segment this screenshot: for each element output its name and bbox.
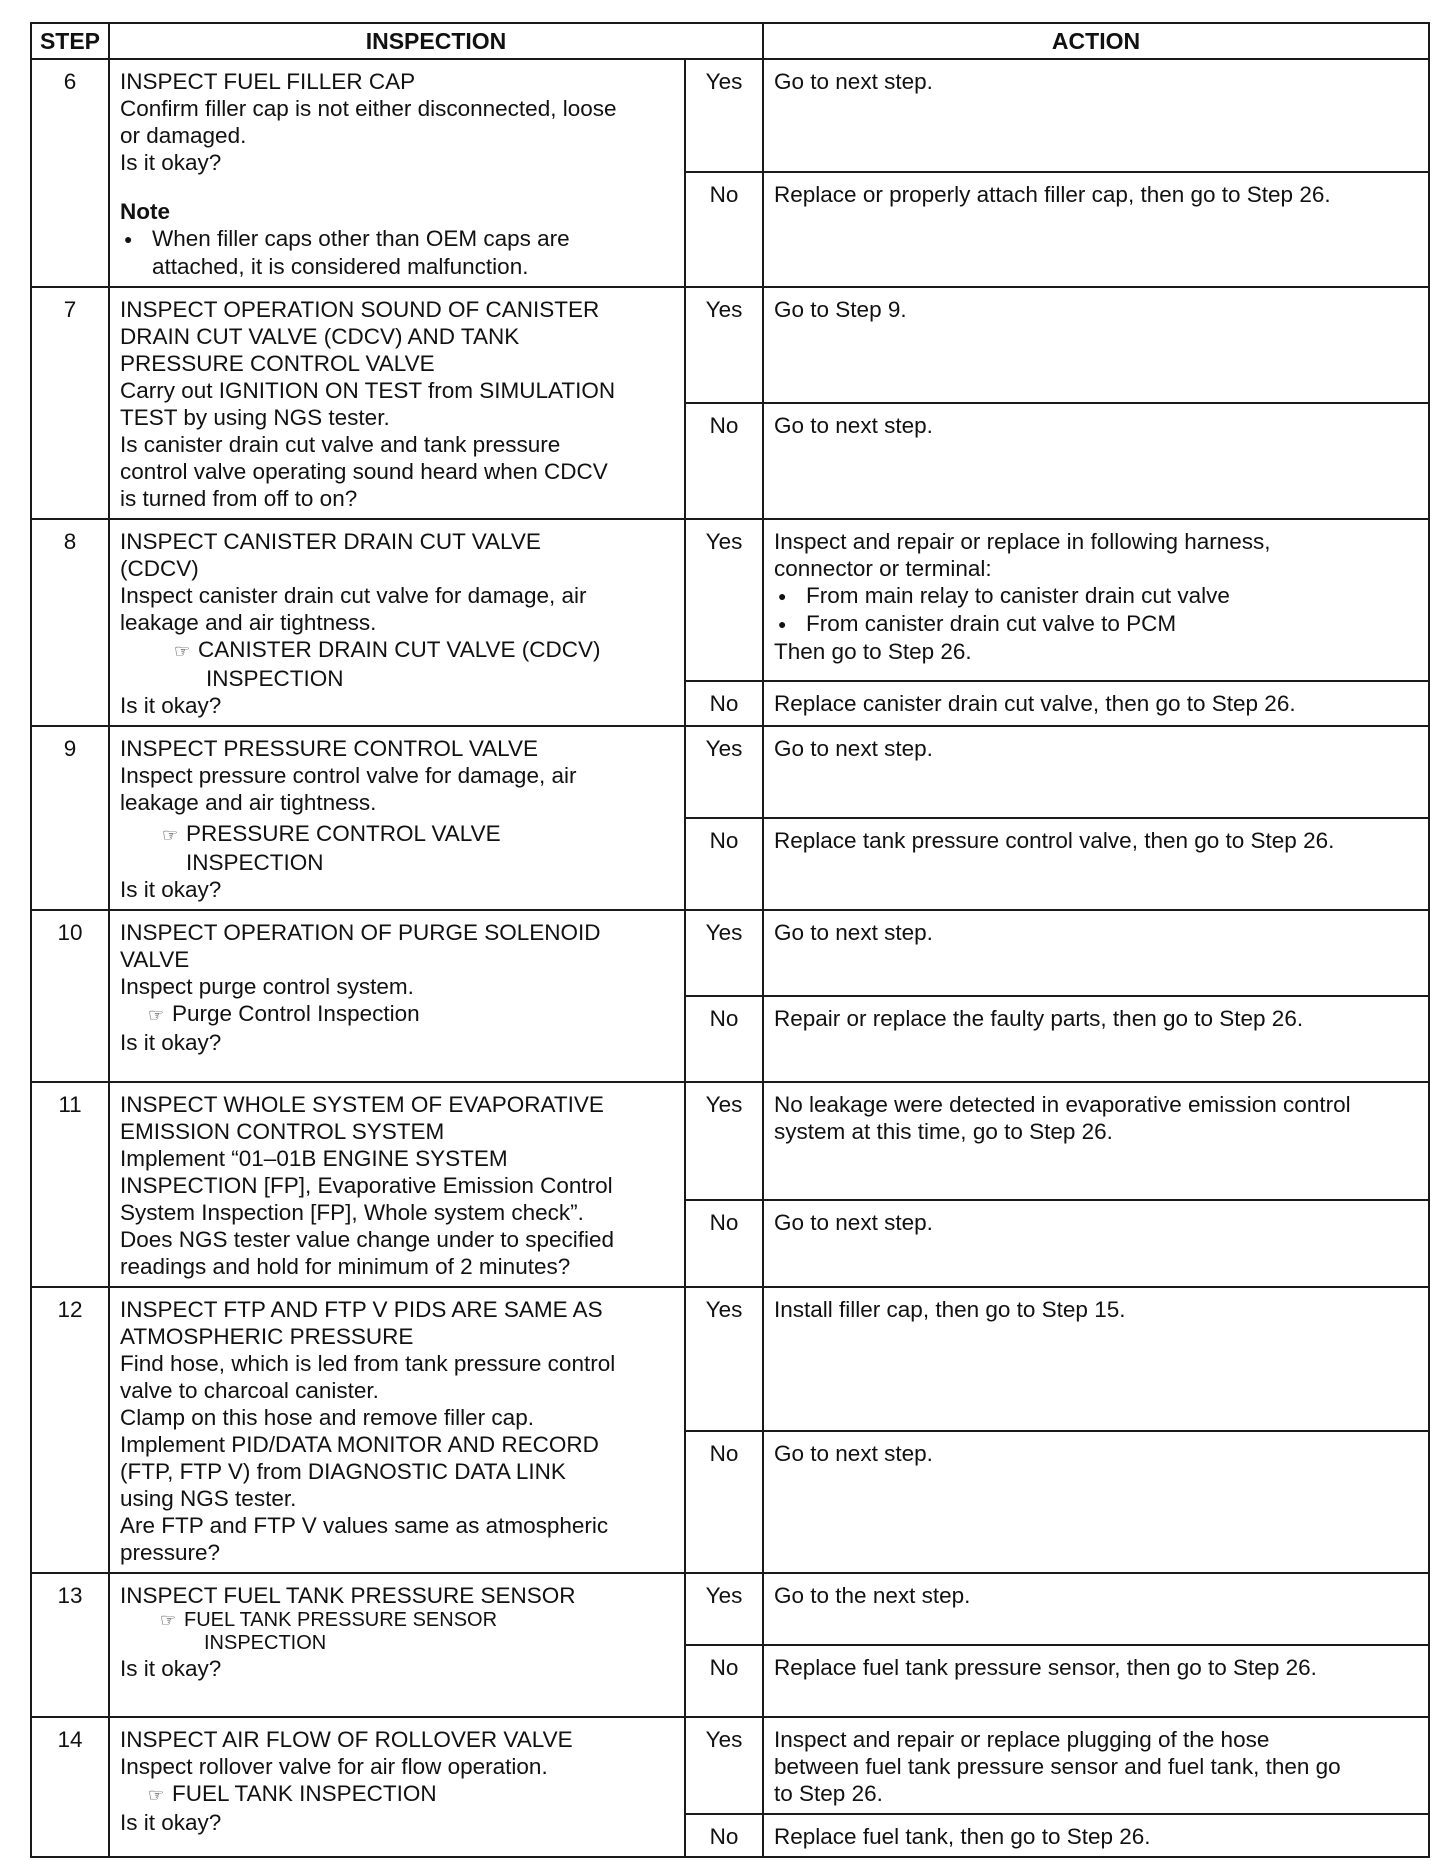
inspection-cell <box>109 59 685 287</box>
inspection-line: control valve operating sound heard when CDCV <box>120 459 608 484</box>
yes-action <box>763 1717 1429 1814</box>
step-14-yes-row <box>31 1717 1429 1814</box>
step-number: 6 <box>31 59 109 287</box>
inspection-line: Does NGS tester value change under to specified <box>120 1227 615 1252</box>
note-line: When filler caps other than OEM caps are <box>152 226 570 251</box>
step-6-yes-row <box>31 59 1429 172</box>
inspection-title: INSPECT CANISTER DRAIN CUT VALVE <box>120 529 541 554</box>
inspection-question: Is it okay? <box>120 693 222 718</box>
inspection-title: INSPECT WHOLE SYSTEM OF EVAPORATIVE <box>120 1092 604 1117</box>
diagnostic-table <box>30 22 1430 1858</box>
inspection-cell <box>109 1573 685 1717</box>
inspection-line: Confirm filler cap is not either disconnected, loose <box>120 96 617 121</box>
inspection-question: readings and hold for minimum of 2 minutes? <box>120 1254 571 1279</box>
step-12-yes-row <box>31 1287 1429 1431</box>
inspection-line: or damaged. <box>120 123 247 148</box>
step-number: 14 <box>31 1717 109 1857</box>
no-action: Replace fuel tank pressure sensor, then go to Step 26. <box>763 1645 1429 1717</box>
inspection-question: is turned from off to on? <box>120 486 358 511</box>
inspection-line: Inspect rollover valve for air flow operation. <box>120 1754 548 1779</box>
reference-text: INSPECTION <box>204 1632 327 1654</box>
no-label: No <box>685 1645 763 1717</box>
inspection-title: INSPECT FUEL TANK PRESSURE SENSOR <box>120 1583 576 1608</box>
note-title: Note <box>120 199 170 224</box>
inspection-question: Is it okay? <box>120 1810 222 1835</box>
yes-label: Yes <box>685 1287 763 1431</box>
inspection-cell <box>109 910 685 1082</box>
inspection-title: VALVE <box>120 947 190 972</box>
inspection-title: INSPECT PRESSURE CONTROL VALVE <box>120 736 539 761</box>
inspection-cell <box>109 519 685 726</box>
reference-pointer-icon: ☞ <box>160 1610 177 1630</box>
no-action: Replace fuel tank, then go to Step 26. <box>763 1814 1429 1857</box>
action-bullet: ● From canister drain cut valve to PCM <box>774 610 1420 638</box>
reference-text: INSPECTION <box>186 850 324 875</box>
inspection-line: Carry out IGNITION ON TEST from SIMULATION <box>120 378 616 403</box>
inspection-line: leakage and air tightness. <box>120 610 377 635</box>
yes-action: Go to next step. <box>763 726 1429 818</box>
note-line: attached, it is considered malfunction. <box>152 254 529 279</box>
step-number: 11 <box>31 1082 109 1287</box>
reference-link[interactable] <box>120 636 676 665</box>
inspection-line: Clamp on this hose and remove filler cap. <box>120 1405 534 1430</box>
action-line: No leakage were detected in evaporative emission control <box>774 1092 1351 1117</box>
inspection-title: INSPECT FUEL FILLER CAP <box>120 69 416 94</box>
yes-action: Install filler cap, then go to Step 15. <box>763 1287 1429 1431</box>
no-label: No <box>685 1200 763 1287</box>
no-label: No <box>685 1431 763 1574</box>
inspection-title: EMISSION CONTROL SYSTEM <box>120 1119 445 1144</box>
yes-label: Yes <box>685 1082 763 1200</box>
no-action: Repair or replace the faulty parts, then go to Step 26. <box>763 996 1429 1082</box>
inspection-line: Inspect canister drain cut valve for damage, air <box>120 583 587 608</box>
no-label: No <box>685 172 763 287</box>
reference-link[interactable] <box>120 1000 676 1029</box>
yes-action: Go to next step. <box>763 59 1429 172</box>
inspection-line: Implement PID/DATA MONITOR AND RECORD <box>120 1432 599 1457</box>
reference-text: PRESSURE CONTROL VALVE <box>186 821 501 846</box>
inspection-title: (CDCV) <box>120 556 199 581</box>
inspection-line: INSPECTION [FP], Evaporative Emission Control <box>120 1173 613 1198</box>
inspection-title: INSPECT OPERATION OF PURGE SOLENOID <box>120 920 601 945</box>
inspection-title: INSPECT AIR FLOW OF ROLLOVER VALVE <box>120 1727 573 1752</box>
step-13-yes-row <box>31 1573 1429 1645</box>
inspection-cell <box>109 1287 685 1573</box>
yes-action: Go to the next step. <box>763 1573 1429 1645</box>
step-number: 7 <box>31 287 109 519</box>
reference-pointer-icon: ☞ <box>174 641 191 661</box>
inspection-line: Inspect purge control system. <box>120 974 414 999</box>
reference-text: Purge Control Inspection <box>172 1001 420 1026</box>
yes-action: Go to Step 9. <box>763 287 1429 403</box>
action-line: Inspect and repair or replace plugging of the hose <box>774 1727 1270 1752</box>
action-line: Inspect and repair or replace in following harness, <box>774 529 1271 554</box>
step-number: 9 <box>31 726 109 910</box>
step-number: 8 <box>31 519 109 726</box>
reference-pointer-icon: ☞ <box>148 1005 165 1025</box>
inspection-line: Inspect pressure control valve for damage, air <box>120 763 577 788</box>
reference-text: INSPECTION <box>206 666 344 691</box>
inspection-line: Implement “01–01B ENGINE SYSTEM <box>120 1146 508 1171</box>
inspection-cell <box>109 1082 685 1287</box>
inspection-question: pressure? <box>120 1540 221 1565</box>
inspection-line: (FTP, FTP V) from DIAGNOSTIC DATA LINK <box>120 1459 566 1484</box>
step-8-yes-row <box>31 519 1429 681</box>
inspection-line: TEST by using NGS tester. <box>120 405 390 430</box>
inspection-line: valve to charcoal canister. <box>120 1378 379 1403</box>
step-number: 13 <box>31 1573 109 1717</box>
no-action: Replace canister drain cut valve, then go to Step 26. <box>763 681 1429 726</box>
header-step: STEP <box>31 23 109 59</box>
reference-link[interactable] <box>120 1780 676 1809</box>
yes-label: Yes <box>685 1717 763 1814</box>
reference-text: FUEL TANK INSPECTION <box>172 1781 437 1806</box>
reference-pointer-icon: ☞ <box>162 825 179 845</box>
step-7-yes-row <box>31 287 1429 403</box>
yes-label: Yes <box>685 59 763 172</box>
step-11-yes-row <box>31 1082 1429 1200</box>
inspection-line: System Inspection [FP], Whole system check”. <box>120 1200 584 1225</box>
inspection-cell <box>109 726 685 910</box>
no-action: Replace or properly attach filler cap, then go to Step 26. <box>763 172 1429 287</box>
inspection-question: Are FTP and FTP V values same as atmospheric <box>120 1513 609 1538</box>
yes-action: Go to next step. <box>763 910 1429 996</box>
inspection-line: leakage and air tightness. <box>120 790 377 815</box>
yes-label: Yes <box>685 519 763 681</box>
no-label: No <box>685 1814 763 1857</box>
inspection-title: ATMOSPHERIC PRESSURE <box>120 1324 414 1349</box>
yes-action <box>763 1082 1429 1200</box>
inspection-question: Is it okay? <box>120 877 222 902</box>
inspection-title: INSPECT FTP AND FTP V PIDS ARE SAME AS <box>120 1297 603 1322</box>
yes-label: Yes <box>685 287 763 403</box>
no-action: Go to next step. <box>763 403 1429 519</box>
no-label: No <box>685 996 763 1082</box>
inspection-question: Is it okay? <box>120 1656 222 1681</box>
action-line: system at this time, go to Step 26. <box>774 1119 1113 1144</box>
no-label: No <box>685 403 763 519</box>
inspection-question: Is it okay? <box>120 150 222 175</box>
no-label: No <box>685 681 763 726</box>
step-number: 10 <box>31 910 109 1082</box>
inspection-line: using NGS tester. <box>120 1486 297 1511</box>
inspection-title: DRAIN CUT VALVE (CDCV) AND TANK <box>120 324 520 349</box>
no-label: No <box>685 818 763 910</box>
inspection-line: Find hose, which is led from tank pressure control <box>120 1351 616 1376</box>
reference-link[interactable] <box>120 1609 676 1632</box>
inspection-cell <box>109 287 685 519</box>
header-action: ACTION <box>763 23 1429 59</box>
yes-action <box>763 519 1429 681</box>
inspection-question: Is it okay? <box>120 1030 222 1055</box>
note-bullet <box>120 225 676 280</box>
inspection-title: PRESSURE CONTROL VALVE <box>120 351 435 376</box>
step-9-yes-row <box>31 726 1429 818</box>
action-line: between fuel tank pressure sensor and fuel tank, then go <box>774 1754 1341 1779</box>
no-action: Replace tank pressure control valve, then go to Step 26. <box>763 818 1429 910</box>
reference-pointer-icon: ☞ <box>148 1785 165 1805</box>
yes-label: Yes <box>685 910 763 996</box>
document <box>30 22 1428 1858</box>
step-number: 12 <box>31 1287 109 1573</box>
action-bullet: ● From main relay to canister drain cut valve <box>774 582 1420 610</box>
no-action: Go to next step. <box>763 1200 1429 1287</box>
reference-text: FUEL TANK PRESSURE SENSOR <box>184 1609 498 1631</box>
yes-label: Yes <box>685 1573 763 1645</box>
no-action: Go to next step. <box>763 1431 1429 1574</box>
reference-text: CANISTER DRAIN CUT VALVE (CDCV) <box>198 637 601 662</box>
yes-label: Yes <box>685 726 763 818</box>
action-line: Then go to Step 26. <box>774 639 972 664</box>
header-row <box>31 23 1429 59</box>
inspection-line: Is canister drain cut valve and tank pressure <box>120 432 561 457</box>
inspection-title: INSPECT OPERATION SOUND OF CANISTER <box>120 297 600 322</box>
step-10-yes-row <box>31 910 1429 996</box>
reference-link[interactable] <box>120 820 676 849</box>
action-line: connector or terminal: <box>774 556 992 581</box>
inspection-cell <box>109 1717 685 1857</box>
header-inspection: INSPECTION <box>109 23 763 59</box>
action-line: to Step 26. <box>774 1781 883 1806</box>
